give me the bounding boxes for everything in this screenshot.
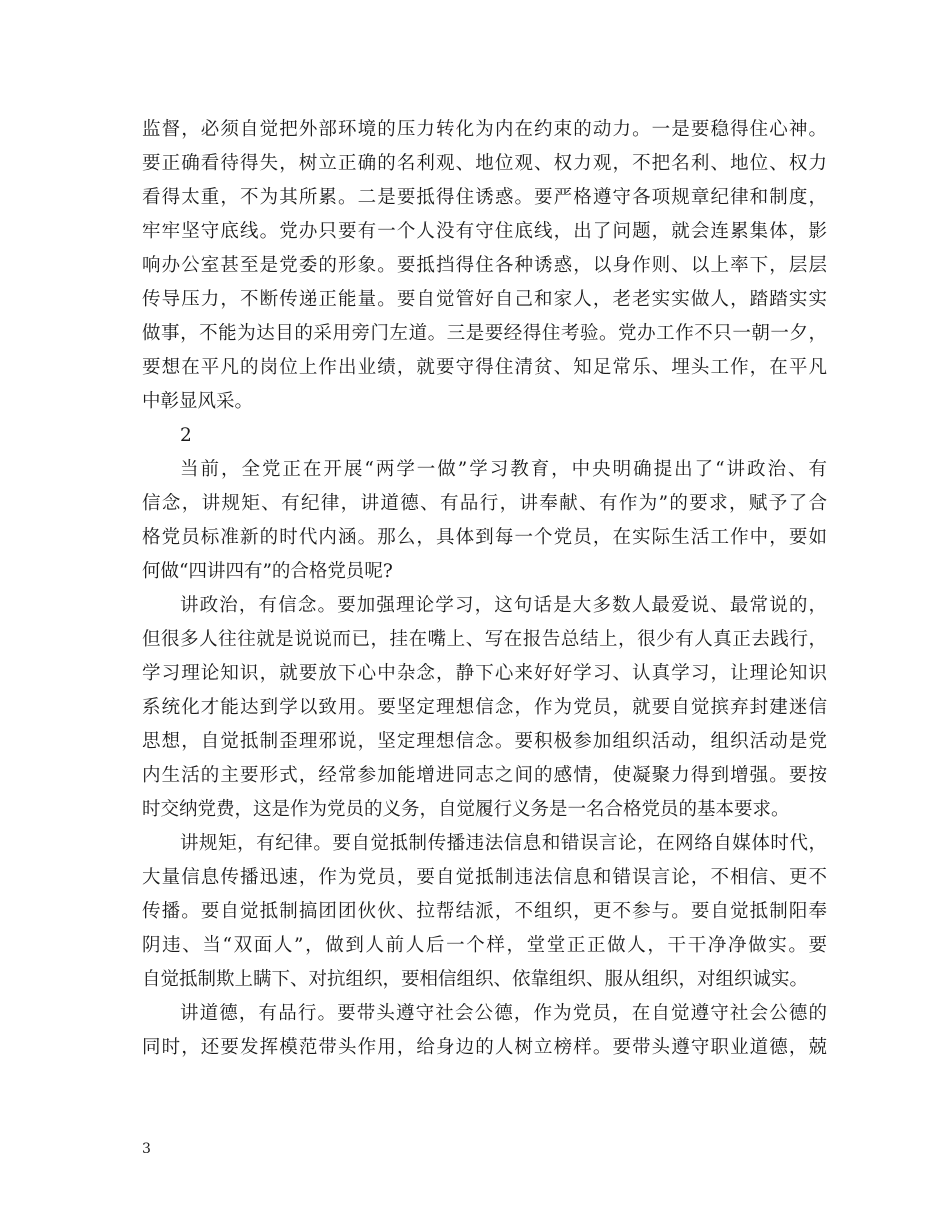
text-line: 要想在平凡的岗位上作出业绩，就要守得住清贫、知足常乐、埋头工作，在平凡	[142, 357, 827, 378]
text-line: 但很多人往往就是说说而已，挂在嘴上、写在报告总结上，很少有人真正去践行，	[142, 629, 827, 650]
text-line: 要正确看待得失，树立正确的名利观、地位观、权力观，不把名利、地位、权力	[142, 153, 827, 174]
text-line: 系统化才能达到学以致用。要坚定理想信念，作为党员，就要自觉摈弃封建迷信	[142, 697, 827, 718]
body-text	[142, 113, 827, 1065]
text-line: 讲规矩，有纪律。要自觉抵制传播违法信息和错误言论，在网络自媒体时代，	[180, 833, 827, 854]
section-number: 2	[180, 425, 192, 446]
text-line: 传播。要自觉抵制搞团团伙伙、拉帮结派，不组织，更不参与。要自觉抵制阳奉	[142, 901, 827, 922]
text-line: 自觉抵制欺上瞒下、对抗组织，要相信组织、依靠组织、服从组织，对组织诚实。	[142, 969, 809, 990]
page-number: 3	[142, 1141, 151, 1157]
text-line: 当前，全党正在开展“两学一做”学习教育，中央明确提出了“讲政治、有	[180, 459, 827, 480]
text-line: 学习理论知识，就要放下心中杂念，静下心来好好学习、认真学习，让理论知识	[142, 663, 827, 684]
text-line: 讲道德，有品行。要带头遵守社会公德，作为党员，在自觉遵守社会公德的	[180, 1003, 827, 1024]
text-line: 内生活的主要形式，经常参加能增进同志之间的感情，使凝聚力得到增强。要按	[142, 765, 827, 786]
text-line: 看得太重，不为其所累。二是要抵得住诱惑。要严格遵守各项规章纪律和制度，	[142, 187, 827, 208]
text-line: 响办公室甚至是党委的形象。要抵挡得住各种诱惑，以身作则、以上率下，层层	[142, 255, 827, 276]
text-line: 何做“四讲四有”的合格党员呢?	[142, 561, 393, 582]
text-line: 监督，必须自觉把外部环境的压力转化为内在约束的动力。一是要稳得住心神。	[142, 119, 827, 140]
text-line: 阴违、当“双面人”，做到人前人后一个样，堂堂正正做人，干干净净做实。要	[142, 935, 827, 956]
text-line: 思想，自觉抵制歪理邪说，坚定理想信念。要积极参加组织活动，组织活动是党	[142, 731, 827, 752]
text-line: 格党员标准新的时代内涵。那么，具体到每一个党员，在实际生活工作中，要如	[142, 527, 827, 548]
text-line: 中彰显风采。	[142, 391, 254, 412]
text-line: 牢牢坚守底线。党办只要有一个人没有守住底线，出了问题，就会连累集体，影	[142, 221, 827, 242]
text-line: 时交纳党费，这是作为党员的义务，自觉履行义务是一名合格党员的基本要求。	[142, 799, 790, 820]
text-line: 做事，不能为达目的采用旁门左道。三是要经得住考验。党办工作不只一朝一夕，	[142, 323, 827, 344]
text-line: 信念，讲规矩、有纪律，讲道德、有品行，讲奉献、有作为”的要求，赋予了合	[142, 493, 827, 514]
text-line: 同时，还要发挥模范带头作用，给身边的人树立榜样。要带头遵守职业道德，兢	[142, 1037, 827, 1058]
text-line: 讲政治，有信念。要加强理论学习，这句话是大多数人最爱说、最常说的，	[180, 595, 827, 616]
text-line: 大量信息传播迅速，作为党员，要自觉抵制违法信息和错误言论，不相信、更不	[142, 867, 827, 888]
text-line: 传导压力，不断传递正能量。要自觉管好自己和家人，老老实实做人，踏踏实实	[142, 289, 827, 310]
